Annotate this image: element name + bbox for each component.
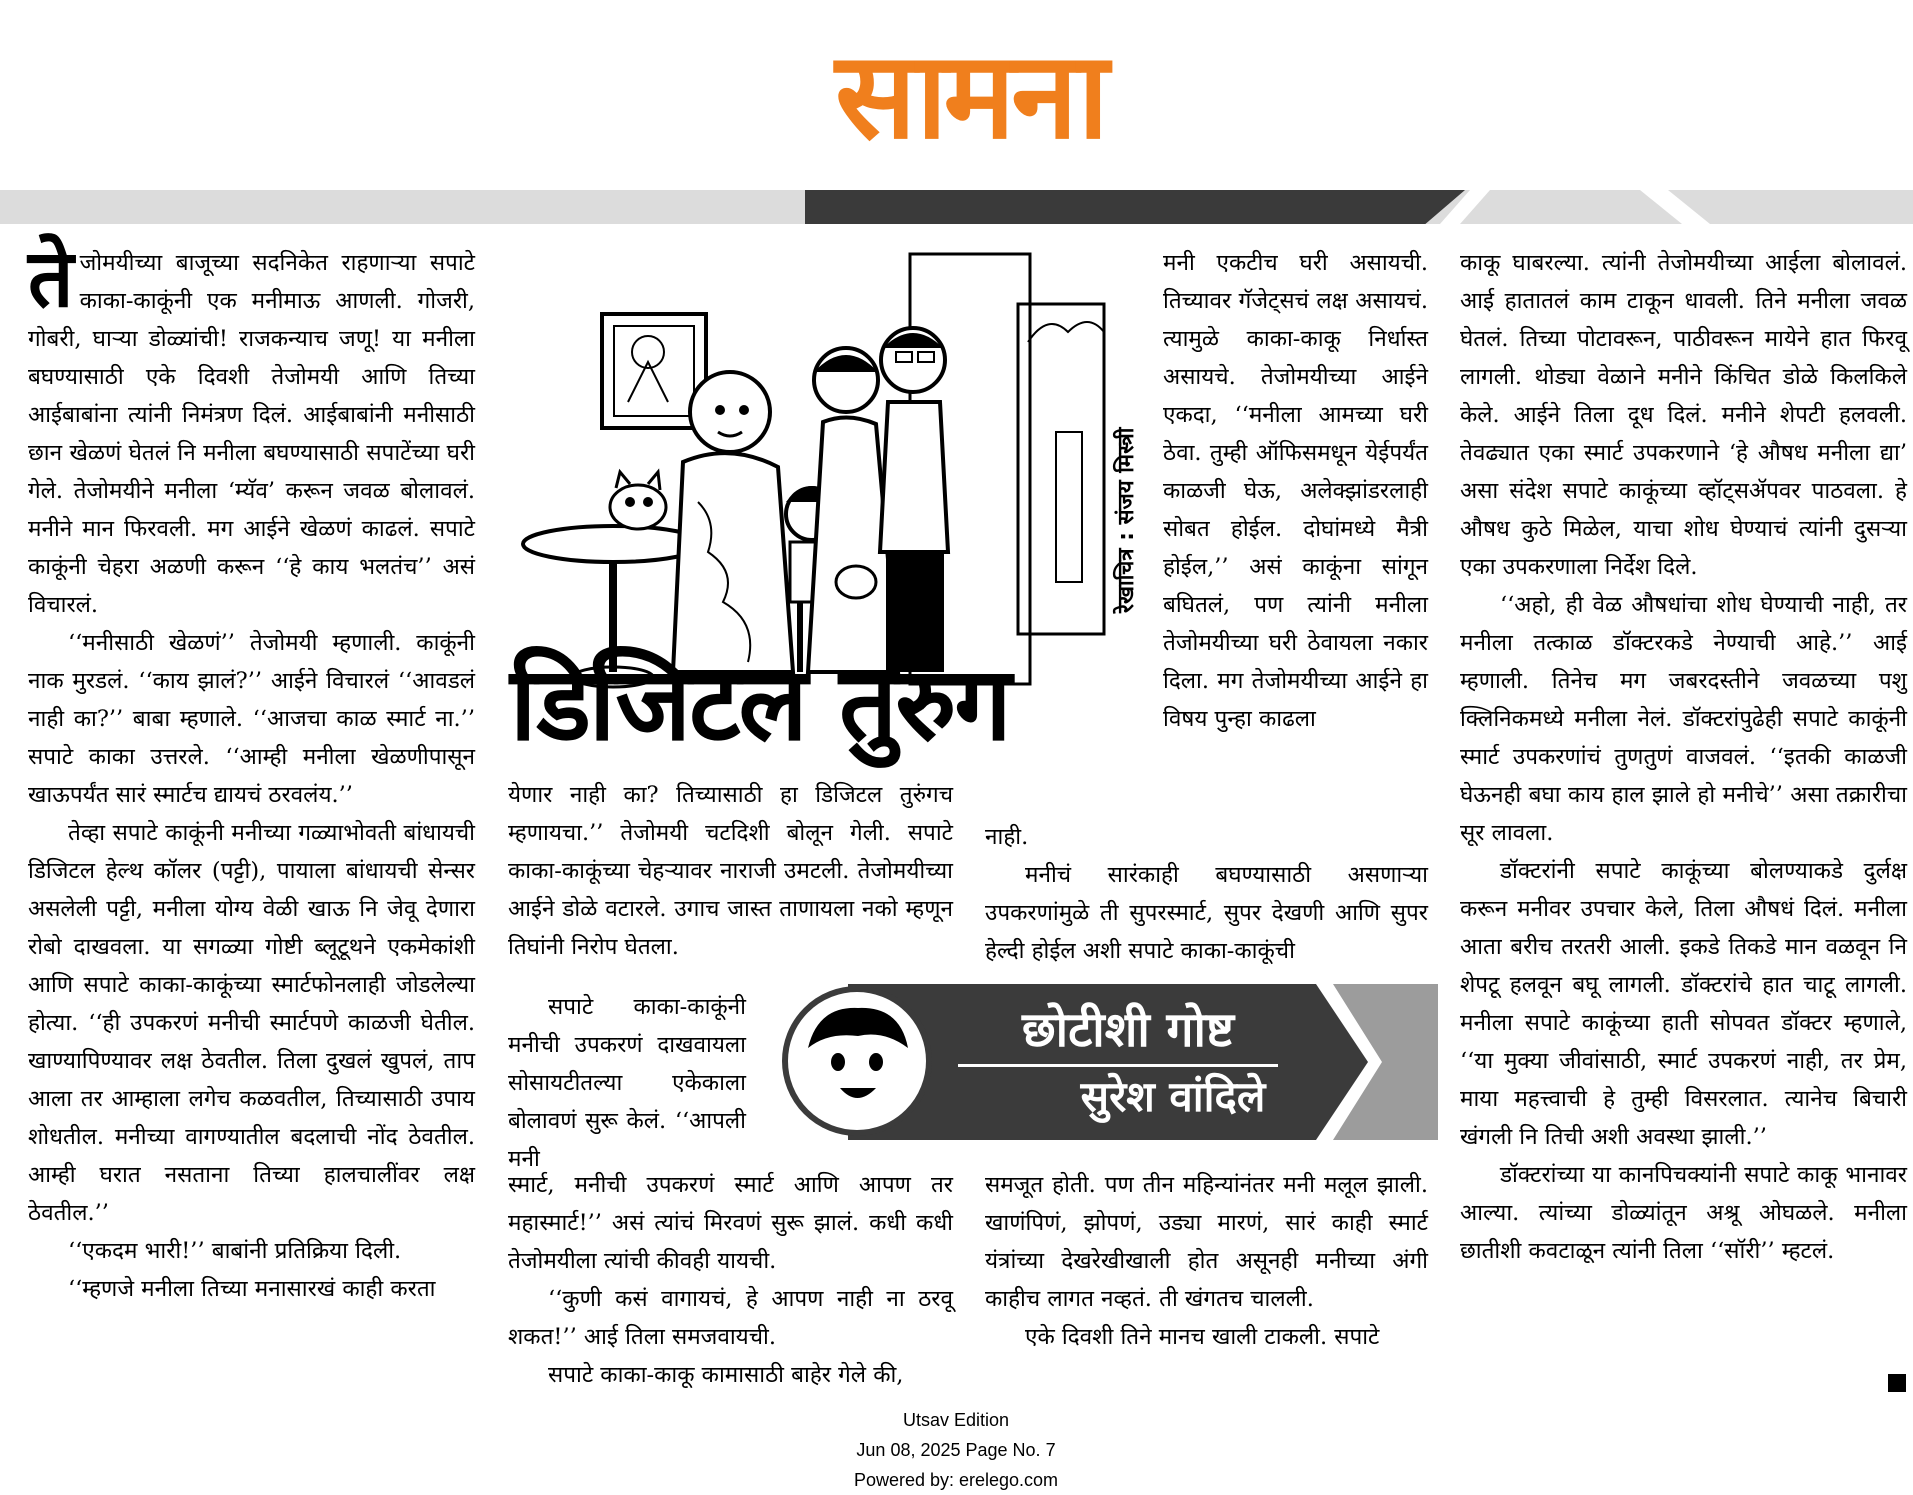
paragraph: डॉक्टरांच्या या कानपिचक्यांनी सपाटे काकू भानावर आल्या. त्यांच्या डोळ्यांतून अश्रू ओघळले. मनीला छातीशी कवटाळून त्यांनी तिला ‘‘सॉरी’’ म्हटलं.	[1460, 1162, 1907, 1264]
edition-label: Utsav Edition	[902, 1410, 1010, 1430]
series-badge	[778, 978, 1438, 1146]
paragraph: डॉक्टरांनी सपाटे काकूंच्या बोलण्याकडे दुर्लक्ष करून मनीवर उपचार केले, तिला औषधं दिलं. मनीला आता बरीच तरतरी आली. इकडे तिकडे मान वळवून नि शेपटू हलवून बघू लागली. डॉक्टरांचे हात चाटू लागली. मनीला सपाटे काकूंच्या हाती सोपवत डॉक्टर म्हणाले, ‘‘या मुक्या जीवांसाठी, स्मार्ट उपकरणं नाही, तर प्रेम, माया महत्त्वाची हे तुम्ही विसरलात. त्यानेच बिचारी खंगली नि तिची अशी अवस्था झाली.’’	[1460, 858, 1907, 1150]
cartoon-illustration	[508, 252, 1108, 694]
illustration-credit: रेखाचित्र : संजय मिस्त्री	[1114, 427, 1139, 613]
article-column-3-mid	[985, 818, 1428, 970]
paragraph: ‘‘अहो, ही वेळ औषधांचा शोध घेण्याची नाही, तर मनीला तत्काळ डॉक्टरकडे नेण्याची आहे.’’ आई म्हणाली. तिनेच मग जबरदस्तीने जवळच्या पशु क्लिनिकमध्ये मनीला नेलं. डॉक्टरांपुढेही सपाटे काकूंनी स्मार्ट उपकरणांचं तुणतुणं वाजवलं. ‘‘इतकी काळजी घेऊनही बघा काय हाल झाले हो मनीचे’’ असा तक्रारीचा सूर लावला.	[1460, 592, 1907, 846]
paragraph: ‘‘एकदम भारी!’’ बाबांनी प्रतिक्रिया दिली.	[68, 1238, 402, 1264]
article-column-1	[28, 232, 475, 1308]
headline: डिजिटल तुरुंग	[510, 645, 1010, 764]
paragraph: सपाटे काका-काकूंनी मनीची उपकरणं दाखवायला सोसायटीतल्या एकेकाला बोलावणं सुरू केलं. ‘‘आपली मनी	[508, 994, 746, 1172]
paragraph: स्मार्ट, मनीची उपकरणं स्मार्ट आणि आपण तर महास्मार्ट!’’ असं त्यांचं मिरवणं सुरू झालं. कधी कधी तेजोमयीला त्यांची कीवही यायची.	[508, 1172, 953, 1274]
paragraph: ‘‘मनीसाठी खेळणं’’ तेजोमयी म्हणाली. काकूंनी नाक मुरडलं. ‘‘काय झालं?’’ आईने विचारलं ‘‘आवडलं नाही का?’’ बाबा म्हणाले. ‘‘आजचा काळ स्मार्ट ना.’’ सपाटे काका उत्तरले. ‘‘आम्ही मनीला खेळणीपासून खाऊपर्यंत सारं स्मार्टच द्यायचं ठरवलंय.’’	[28, 630, 475, 808]
paragraph: नाही.	[985, 824, 1029, 850]
article-column-3	[1163, 244, 1428, 738]
article-column-2	[508, 776, 953, 966]
paragraph: एके दिवशी तिने मानच खाली टाकली. सपाटे	[1025, 1324, 1380, 1350]
series-title: छोटीशी गोष्ट	[1022, 1002, 1234, 1058]
paragraph: ‘‘कुणी कसं वागायचं, हे आपण नाही ना ठरवू शकत!’’ आई तिला समजवायची.	[508, 1286, 953, 1350]
article-column-3-lower	[985, 1166, 1428, 1356]
paragraph: मनीचं सारंकाही बघण्यासाठी असणाऱ्या उपकरणांमुळे ती सुपरस्मार्ट, सुपर देखणी आणि सुपर हेल्दी होईल अशी सपाटे काका-काकूंची	[985, 862, 1428, 964]
paragraph: ‘‘म्हणजे मनीला तिच्या मनासारखं काही करता	[68, 1276, 436, 1302]
paragraph: जोमयीच्या बाजूच्या सदनिकेत राहणाऱ्या सपाटे काका-काकूंनी एक मनीमाऊ आणली. गोजरी, गोबरी, घाऱ्या डोळ्यांची! राजकन्याच जणू! या मनीला बघण्यासाठी एके दिवशी तेजोमयी आणि तिच्या आईबाबांना त्यांनी निमंत्रण दिलं. आईबाबांनी मनीसाठी छान खेळणं घेतलं नि मनीला बघण्यासाठी सपाटेंच्या घरी गेले. तेजोमयीने मनीला ‘म्यॅव’ करून जवळ बोलावलं. मनीने मान फिरवली. मग आईने खेळणं काढलं. सपाटे काकूंनी चेहरा अळणी करून ‘‘हे काय भलतंच’’ असं विचारलं.	[28, 250, 475, 618]
article-column-2-narrow	[508, 988, 746, 1178]
page-footer	[756, 1405, 1156, 1495]
badge-divider	[958, 1064, 1278, 1067]
end-mark	[1888, 1374, 1906, 1392]
drop-cap: ते	[28, 232, 74, 325]
article-column-2-lower	[508, 1166, 953, 1394]
article-column-4	[1460, 244, 1907, 1270]
section-band	[0, 190, 1913, 224]
child-face-icon	[782, 986, 932, 1136]
paragraph: मनी एकटीच घरी असायची. तिच्यावर गॅजेट्सचं लक्ष असायचं. त्यामुळे काका-काकू निर्धास्त असायचे. तेजोमयीच्या आईने एकदा, ‘‘मनीला आमच्या घरी ठेवा. तुम्ही ऑफिसमधून येईपर्यंत काळजी घेऊ, अलेक्झांडरलाही सोबत होईल. दोघांमध्ये मैत्री होईल,’’ असं काकूंना सांगून बघितलं, पण त्यांनी मनीला तेजोमयीच्या घरी ठेवायला नकार दिला. मग तेजोमयीच्या आईने हा विषय पुन्हा काढला	[1163, 250, 1428, 732]
newspaper-logo: सामना	[835, 27, 1105, 166]
powered-by-link[interactable]: Powered by: erelego.com	[853, 1470, 1059, 1490]
paragraph: काकू घाबरल्या. त्यांनी तेजोमयीच्या आईला बोलावलं. आई हातातलं काम टाकून धावली. तिने मनीला जवळ घेतलं. तिच्या पोटावरून, पाठीवरून मायेने हात फिरवू लागली. थोड्या वेळाने मनीने किंचित डोळे किलकिले केले. आईने तिला दूध दिलं. मनीने शेपटी हलवली. तेवढ्यात एका स्मार्ट उपकरणाने ‘हे औषध मनीला द्या’ असा संदेश सपाटे काकूंच्या व्हॉट्सॲपवर पाठवला. हे औषध कुठे मिळेल, याचा शोध घेण्याचं त्यांनी दुसऱ्या एका उपकरणाला निर्देश दिले.	[1460, 250, 1907, 580]
paragraph: सपाटे काका-काकू कामासाठी बाहेर गेले की,	[548, 1362, 904, 1388]
date-page-label: Jun 08, 2025 Page No. 7	[856, 1440, 1056, 1460]
paragraph: समजूत होती. पण तीन महिन्यांनंतर मनी मलूल झाली. खाणंपिणं, झोपणं, उड्या मारणं, सारं काही स्मार्ट यंत्रांच्या देखरेखीखाली होत असूनही मनीच्या अंगी काहीच लागत नव्हतं. ती खंगतच चालली.	[985, 1172, 1428, 1312]
paragraph: येणार नाही का? तिच्यासाठी हा डिजिटल तुरुंगच म्हणायचा.’’ तेजोमयी चटदिशी बोलून गेली. सपाटे काका-काकूंच्या चेहऱ्यावर नाराजी उमटली. तेजोमयीच्या आईने डोळे वटारले. उगाच जास्त ताणायला नको म्हणून तिघांनी निरोप घेतला.	[508, 782, 953, 960]
masthead	[0, 0, 1913, 190]
paragraph: तेव्हा सपाटे काकूंनी मनीच्या गळ्याभोवती बांधायची डिजिटल हेल्थ कॉलर (पट्टी), पायाला बांधायची सेन्सर असलेली पट्टी, मनीला योग्य वेळी खाऊ नि जेवू देणारा रोबो दाखवला. या सगळ्या गोष्टी ब्लूटूथने एकमेकांशी आणि सपाटे काका-काकूंच्या स्मार्टफोनलाही जोडलेल्या होत्या. ‘‘ही उपकरणं मनीची स्मार्टपणे काळजी घेतील. खाण्यापिण्यावर लक्ष ठेवतील. तिला दुखलं खुपलं, ताप आला तर आम्हाला लगेच कळवतील, तिच्यासाठी उपाय शोधतील. मनीच्या वागण्यातील बदलाची नोंद ठेवतील. आम्ही घरात नसताना तिच्या हालचालींवर लक्ष ठेवतील.’’	[28, 820, 475, 1226]
author-name: सुरेश वांदिले	[1080, 1072, 1266, 1121]
section-band-stripe	[1640, 190, 1710, 224]
section-band-dark	[805, 190, 1465, 224]
